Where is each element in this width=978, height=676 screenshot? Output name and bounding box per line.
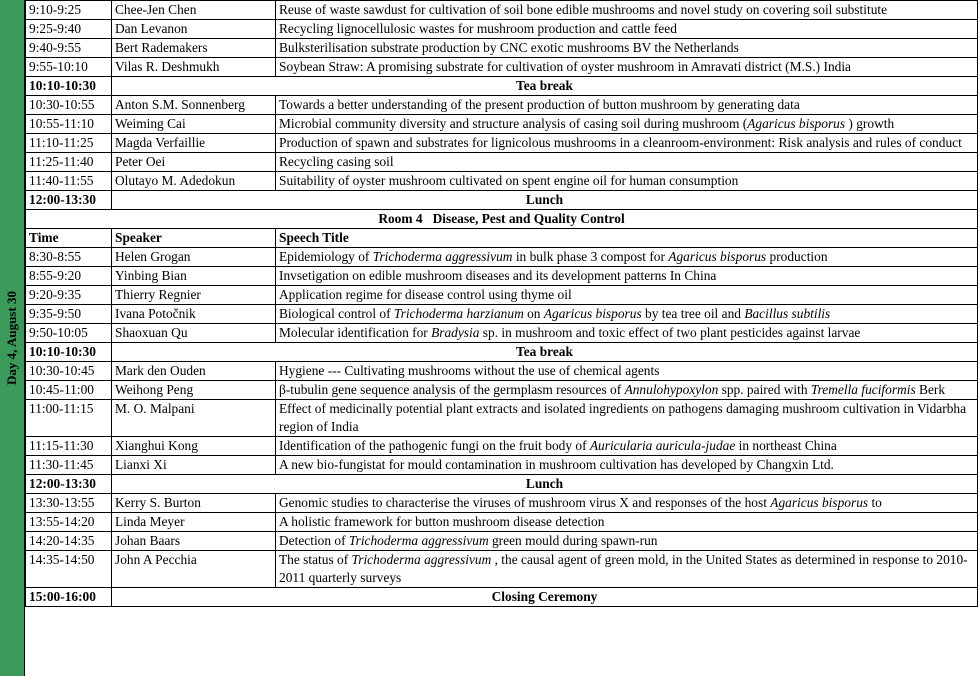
speaker-cell: Chee-Jen Chen — [112, 1, 276, 20]
title-text: β-tubulin gene sequence analysis of the germplasm resources of — [279, 382, 625, 397]
time-cell: 9:25-9:40 — [26, 20, 112, 39]
speaker-cell: Lianxi Xi — [112, 456, 276, 475]
title-text: Soybean Straw: A promising substrate for cultivation of oyster mushroom in Amravati district (M.S.) India — [279, 59, 852, 74]
title-text: Biological control of — [279, 306, 394, 321]
speaker-cell: Kerry S. Burton — [112, 494, 276, 513]
speaker-cell: M. O. Malpani — [112, 400, 276, 437]
break-time-cell: 10:10-10:30 — [26, 77, 112, 96]
time-cell: 11:15-11:30 — [26, 437, 112, 456]
title-text: production — [766, 249, 828, 264]
title-cell — [276, 96, 978, 115]
speaker-cell: John A Pecchia — [112, 551, 276, 588]
title-cell — [276, 532, 978, 551]
break-label-cell: Lunch — [112, 191, 978, 210]
schedule-body — [26, 1, 978, 607]
speaker-cell: Vilas R. Deshmukh — [112, 58, 276, 77]
title-text: spp. paired with — [718, 382, 811, 397]
time-cell: 8:55-9:20 — [26, 267, 112, 286]
break-time-cell: 15:00-16:00 — [26, 588, 112, 607]
speaker-cell: Bert Rademakers — [112, 39, 276, 58]
title-cell — [276, 172, 978, 191]
title-text: A holistic framework for button mushroom disease detection — [279, 514, 605, 529]
title-cell — [276, 381, 978, 400]
time-cell: 9:35-9:50 — [26, 305, 112, 324]
table-row — [26, 532, 978, 551]
title-text: Detection of — [279, 533, 349, 548]
title-text: Suitability of oyster mushroom cultivated on spent engine oil for human consumption — [279, 173, 739, 188]
species-name: Trichoderma aggressivum — [372, 249, 513, 264]
title-text: Molecular identification for — [279, 325, 432, 340]
time-cell: 14:20-14:35 — [26, 532, 112, 551]
break-row — [26, 77, 978, 96]
break-row — [26, 475, 978, 494]
break-row — [26, 343, 978, 362]
species-name: Bradysia — [431, 325, 480, 340]
time-cell: 9:20-9:35 — [26, 286, 112, 305]
speaker-cell: Olutayo M. Adedokun — [112, 172, 276, 191]
title-cell — [276, 134, 978, 153]
column-header-title: Speech Title — [276, 229, 978, 248]
speaker-cell: Magda Verfaillie — [112, 134, 276, 153]
break-row — [26, 588, 978, 607]
table-row — [26, 437, 978, 456]
schedule-table — [25, 0, 978, 607]
title-text: A new bio-fungistat for mould contamination in mushroom cultivation has developed by Changxin Ltd. — [279, 457, 834, 472]
title-cell — [276, 267, 978, 286]
table-row — [26, 286, 978, 305]
time-cell: 9:55-10:10 — [26, 58, 112, 77]
title-text: by tea tree oil and — [641, 306, 745, 321]
title-text: Recycling lignocellulosic wastes for mushroom production and cattle feed — [279, 21, 677, 36]
room-title: Room 4 Disease, Pest and Quality Control — [26, 210, 978, 229]
title-text: Identification of the pathogenic fungi on the fruit body of — [279, 438, 590, 453]
break-label-cell: Tea break — [112, 343, 978, 362]
title-text: on — [523, 306, 544, 321]
time-cell: 11:00-11:15 — [26, 400, 112, 437]
title-cell — [276, 39, 978, 58]
title-cell — [276, 58, 978, 77]
time-cell: 11:25-11:40 — [26, 153, 112, 172]
time-cell: 13:30-13:55 — [26, 494, 112, 513]
species-name: Bacillus subtilis — [744, 306, 831, 321]
table-row — [26, 551, 978, 588]
break-label-cell: Tea break — [112, 77, 978, 96]
title-cell — [276, 20, 978, 39]
title-cell — [276, 305, 978, 324]
title-text: The status of — [279, 552, 352, 567]
speaker-cell: Dan Levanon — [112, 20, 276, 39]
species-name: Annulohypoxylon — [624, 382, 719, 397]
title-cell — [276, 1, 978, 20]
table-row — [26, 248, 978, 267]
title-cell — [276, 286, 978, 305]
title-cell — [276, 153, 978, 172]
title-cell — [276, 400, 978, 437]
speaker-cell: Anton S.M. Sonnenberg — [112, 96, 276, 115]
title-text: in northeast China — [735, 438, 837, 453]
time-cell: 11:40-11:55 — [26, 172, 112, 191]
time-cell: 13:55-14:20 — [26, 513, 112, 532]
time-cell: 9:50-10:05 — [26, 324, 112, 343]
title-text: Epidemiology of — [279, 249, 373, 264]
title-text: ) growth — [845, 116, 895, 131]
day-label: Day 4, August 30 — [4, 291, 19, 385]
table-row — [26, 362, 978, 381]
time-cell: 8:30-8:55 — [26, 248, 112, 267]
title-text: Invsetigation on edible mushroom diseases and its development patterns In China — [279, 268, 717, 283]
speaker-cell: Helen Grogan — [112, 248, 276, 267]
title-text: Berk — [915, 382, 946, 397]
species-name: Trichoderma aggressivum — [351, 552, 492, 567]
title-text: Production of spawn and substrates for lignicolous mushrooms in a cleanroom-environment: Risk analysis and rules of conduct — [279, 135, 962, 150]
speaker-cell: Peter Oei — [112, 153, 276, 172]
title-text: Recycling casing soil — [279, 154, 394, 169]
table-row — [26, 381, 978, 400]
species-name: Trichoderma aggressivum — [348, 533, 489, 548]
title-cell — [276, 456, 978, 475]
table-row — [26, 39, 978, 58]
time-cell: 10:30-10:45 — [26, 362, 112, 381]
table-row — [26, 115, 978, 134]
species-name: Trichoderma harzianum — [393, 306, 524, 321]
speaker-cell: Yinbing Bian — [112, 267, 276, 286]
title-cell — [276, 494, 978, 513]
table-row — [26, 400, 978, 437]
title-text: green mould during spawn-run — [488, 533, 658, 548]
title-text: to — [868, 495, 882, 510]
speaker-cell: Mark den Ouden — [112, 362, 276, 381]
table-row — [26, 1, 978, 20]
break-time-cell: 12:00-13:30 — [26, 475, 112, 494]
species-name: Auricularia auricula-judae — [589, 438, 736, 453]
day-sidebar — [0, 0, 25, 676]
table-row — [26, 494, 978, 513]
speaker-cell: Xianghui Kong — [112, 437, 276, 456]
column-header-speaker: Speaker — [112, 229, 276, 248]
break-label-cell: Closing Ceremony — [112, 588, 978, 607]
time-cell: 9:10-9:25 — [26, 1, 112, 20]
title-cell — [276, 362, 978, 381]
title-cell — [276, 115, 978, 134]
species-name: Agaricus bisporus — [770, 495, 869, 510]
break-row — [26, 191, 978, 210]
title-text: Application regime for disease control using thyme oil — [279, 287, 572, 302]
time-cell: 10:45-11:00 — [26, 381, 112, 400]
species-name: Tremella fuciformis — [810, 382, 916, 397]
species-name: Agaricus bisporus — [543, 306, 642, 321]
title-cell — [276, 513, 978, 532]
table-row — [26, 20, 978, 39]
table-row — [26, 513, 978, 532]
time-cell: 11:10-11:25 — [26, 134, 112, 153]
break-time-cell: 12:00-13:30 — [26, 191, 112, 210]
title-text: , the causal agent of green mold, in the United States as determined in response to 2010-2011 quarterly surveys — [279, 552, 968, 585]
speaker-cell: Linda Meyer — [112, 513, 276, 532]
title-text: sp. in mushroom and toxic effect of two plant pesticides against larvae — [479, 325, 861, 340]
table-row — [26, 456, 978, 475]
title-text: Effect of medicinally potential plant extracts and isolated ingredients on pathogens damaging mushroom cultivation in Vidarbha region of India — [279, 401, 967, 434]
time-cell: 11:30-11:45 — [26, 456, 112, 475]
speaker-cell: Johan Baars — [112, 532, 276, 551]
table-row — [26, 172, 978, 191]
column-header-time: Time — [26, 229, 112, 248]
table-row — [26, 324, 978, 343]
table-row — [26, 305, 978, 324]
column-header-row — [26, 229, 978, 248]
speaker-cell: Shaoxuan Qu — [112, 324, 276, 343]
title-text: Genomic studies to characterise the viruses of mushroom virus X and responses of the host — [279, 495, 771, 510]
time-cell: 10:30-10:55 — [26, 96, 112, 115]
speaker-cell: Weiming Cai — [112, 115, 276, 134]
title-text: Reuse of waste sawdust for cultivation of soil bone edible mushrooms and novel study on covering soil substitute — [279, 2, 888, 17]
species-name: Agaricus bisporus — [747, 116, 846, 131]
table-row — [26, 134, 978, 153]
break-label-cell: Lunch — [112, 475, 978, 494]
title-cell — [276, 324, 978, 343]
title-cell — [276, 551, 978, 588]
title-text: Hygiene --- Cultivating mushrooms without the use of chemical agents — [279, 363, 660, 378]
break-time-cell: 10:10-10:30 — [26, 343, 112, 362]
room-header-row — [26, 210, 978, 229]
table-row — [26, 153, 978, 172]
title-text: Microbial community diversity and structure analysis of casing soil during mushroom ( — [279, 116, 748, 131]
table-row — [26, 58, 978, 77]
speaker-cell: Ivana Potočnik — [112, 305, 276, 324]
title-cell — [276, 437, 978, 456]
title-text: Bulksterilisation substrate production by CNC exotic mushrooms BV the Netherlands — [279, 40, 739, 55]
speaker-cell: Weihong Peng — [112, 381, 276, 400]
title-text: Towards a better understanding of the present production of button mushroom by generating data — [279, 97, 800, 112]
title-cell — [276, 248, 978, 267]
title-text: in bulk phase 3 compost for — [512, 249, 669, 264]
time-cell: 10:55-11:10 — [26, 115, 112, 134]
time-cell: 9:40-9:55 — [26, 39, 112, 58]
species-name: Agaricus bisporus — [668, 249, 767, 264]
table-row — [26, 267, 978, 286]
speaker-cell: Thierry Regnier — [112, 286, 276, 305]
table-row — [26, 96, 978, 115]
time-cell: 14:35-14:50 — [26, 551, 112, 588]
